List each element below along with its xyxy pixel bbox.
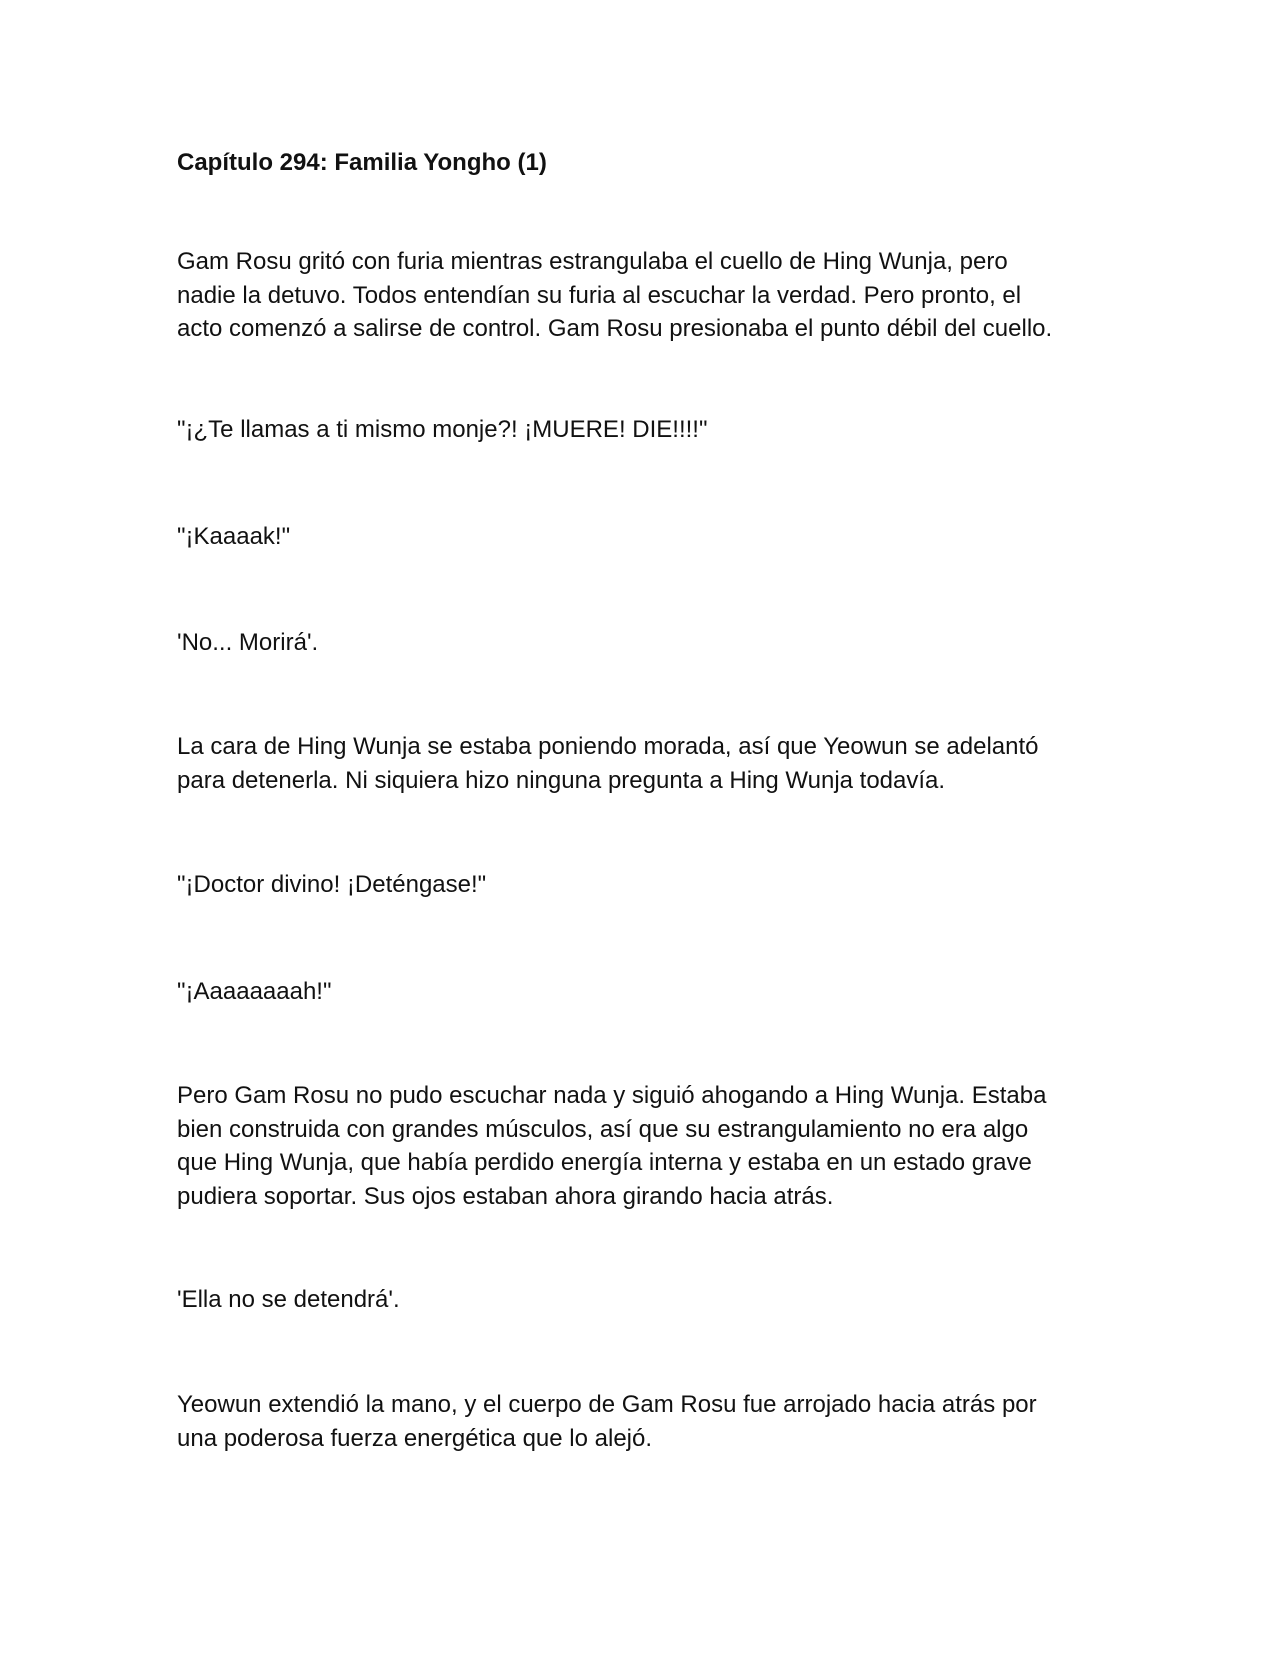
paragraph-line: una poderosa fuerza energética que lo alejó. (177, 1424, 653, 1452)
paragraph-line: pudiera soportar. Sus ojos estaban ahora girando hacia atrás. (177, 1182, 834, 1210)
paragraph-2 (177, 413, 1097, 447)
paragraph-4 (177, 626, 1097, 660)
paragraph-line: Pero Gam Rosu no pudo escuchar nada y siguió ahogando a Hing Wunja. Estaba (177, 1082, 1047, 1109)
paragraph-line: bien construida con grandes músculos, así que su estrangulamiento no era algo (177, 1115, 1029, 1143)
paragraph-line: "¡Doctor divino! ¡Deténgase!" (177, 871, 487, 898)
paragraph-line: 'Ella no se detendrá'. (177, 1286, 400, 1313)
paragraph-line: 'No... Morirá'. (177, 629, 319, 656)
paragraph-10 (177, 1388, 1097, 1455)
paragraph-line: "¡Kaaaak!" (177, 523, 291, 550)
paragraph-line: La cara de Hing Wunja se estaba poniendo morada, así que Yeowun se adelantó (177, 733, 1039, 760)
paragraph-line: que Hing Wunja, que había perdido energía interna y estaba en un estado grave (177, 1149, 1032, 1176)
paragraph-line: Yeowun extendió la mano, y el cuerpo de Gam Rosu fue arrojado hacia atrás por (177, 1391, 1037, 1418)
paragraph-1 (177, 245, 1097, 346)
paragraph-7 (177, 975, 1097, 1009)
paragraph-3 (177, 520, 1097, 554)
paragraph-line: Gam Rosu gritó con furia mientras estrangulaba el cuello de Hing Wunja, pero (177, 248, 1008, 275)
paragraph-6 (177, 868, 1097, 902)
paragraph-line: nadie la detuvo. Todos entendían su furia al escuchar la verdad. Pero pronto, el (177, 281, 1022, 309)
paragraph-line: "¡¿Te llamas a ti mismo monje?! ¡MUERE! DIE!!!!" (177, 416, 708, 443)
chapter-title: Capítulo 294: Familia Yongho (1) (177, 149, 547, 176)
paragraph-5 (177, 730, 1097, 797)
paragraph-line: "¡Aaaaaaaah!" (177, 978, 332, 1005)
paragraph-9 (177, 1283, 1097, 1317)
paragraph-line: acto comenzó a salirse de control. Gam Rosu presionaba el punto débil del cuello. (177, 315, 1053, 342)
paragraph-8 (177, 1079, 1097, 1213)
paragraph-line: para detenerla. Ni siquiera hizo ninguna pregunta a Hing Wunja todavía. (177, 766, 946, 794)
